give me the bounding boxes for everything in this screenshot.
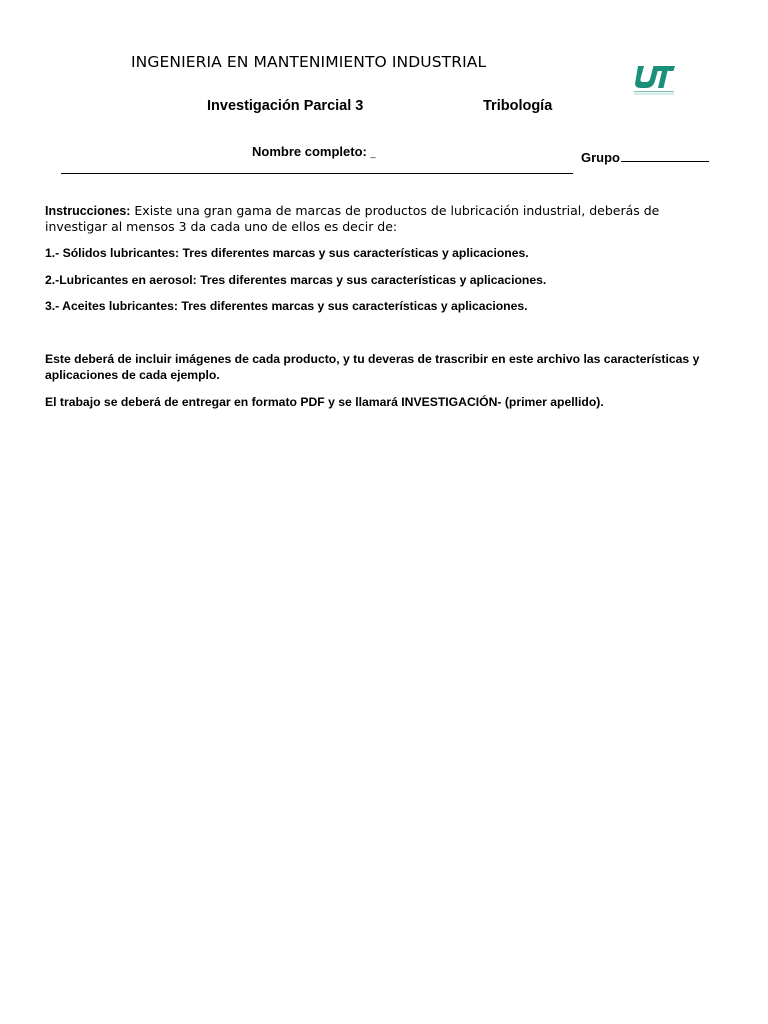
instructions-text: Existe una gran gama de marcas de productos de lubricación industrial, deberás de investigar al mensos 3 da cada uno de ellos es decir de: xyxy=(45,203,660,234)
group-field-line xyxy=(621,149,709,162)
name-field-line xyxy=(61,173,573,174)
name-marker: _ xyxy=(370,148,376,158)
institution-title: INGENIERIA EN MANTENIMIENTO INDUSTRIAL xyxy=(131,53,487,71)
list-item: 1.- Sólidos lubricantes: Tres diferentes marcas y sus características y aplicaciones. xyxy=(45,246,529,260)
name-label-text: Nombre completo: xyxy=(252,144,367,159)
ut-logo xyxy=(632,60,678,98)
group-label-text: Grupo xyxy=(581,150,620,165)
note-paragraph: El trabajo se deberá de entregar en formato PDF y se llamará INVESTIGACIÓN- (primer apellido). xyxy=(45,395,604,409)
assignment-title: Investigación Parcial 3 xyxy=(207,98,364,114)
list-item: 3.- Aceites lubricantes: Tres diferentes marcas y sus características y aplicaciones. xyxy=(45,299,528,313)
subject-title: Tribología xyxy=(483,98,553,114)
name-field-label xyxy=(252,144,375,159)
ut-logo-icon xyxy=(632,60,678,98)
instructions-paragraph xyxy=(45,203,725,235)
list-item: 2.-Lubricantes en aerosol: Tres diferentes marcas y sus características y aplicaciones. xyxy=(45,273,547,287)
instructions-lead: Instrucciones: xyxy=(45,204,131,218)
note-paragraph: Este deberá de incluir imágenes de cada producto, y tu deveras de trascribir en este archivo las características y aplicaciones de cada ejemplo. xyxy=(45,352,700,382)
group-field xyxy=(581,149,709,165)
